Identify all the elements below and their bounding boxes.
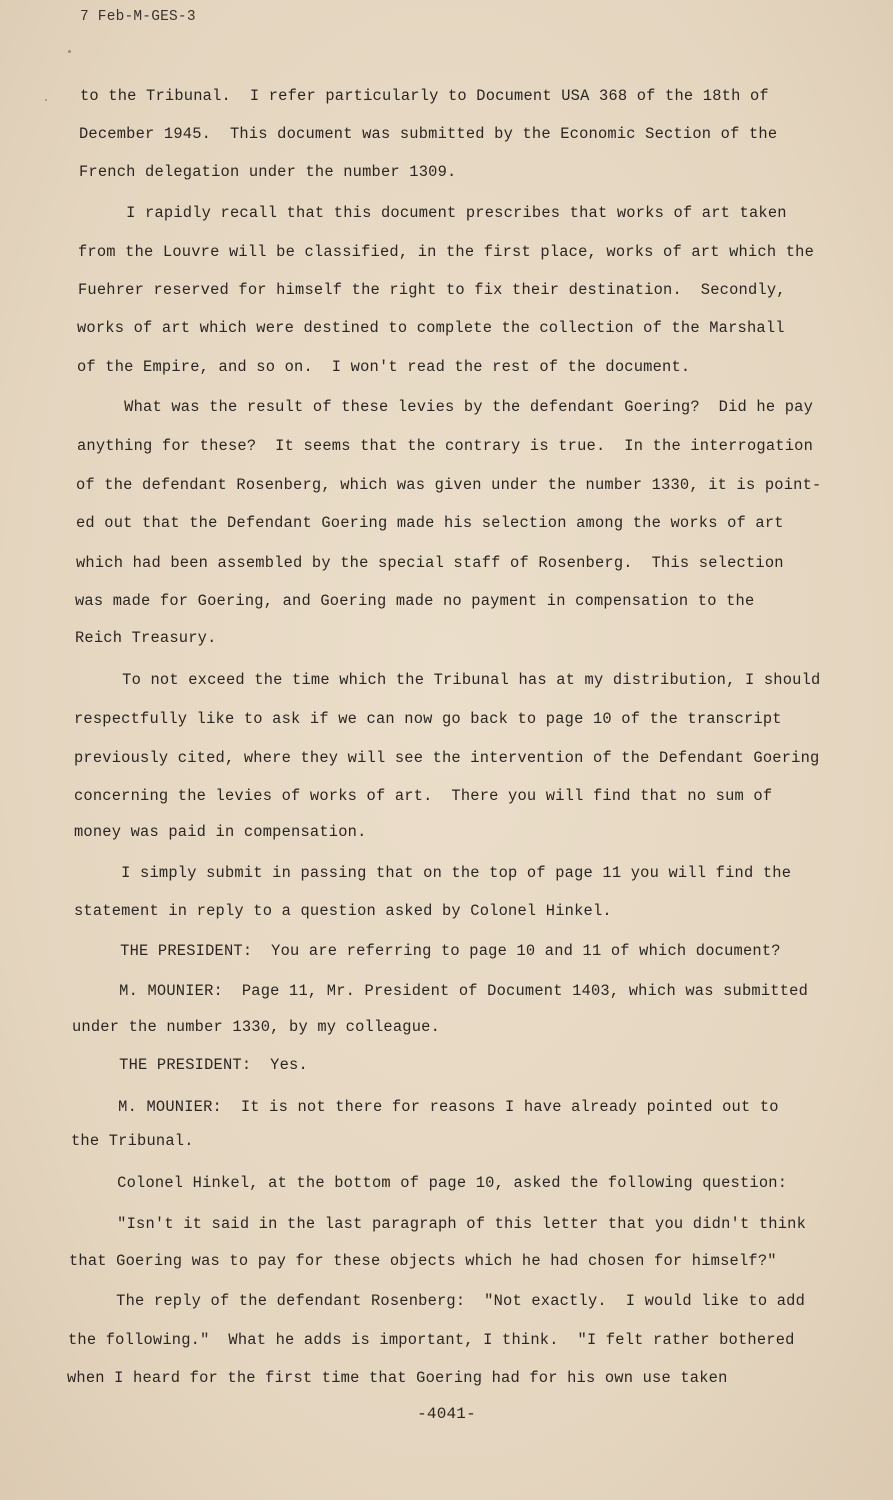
text-line: from the Louvre will be classified, in the first place, works of art which the bbox=[78, 243, 814, 261]
text-line: What was the result of these levies by the defendant Goering? Did he pay bbox=[77, 398, 813, 416]
text-line: that Goering was to pay for these objects which he had chosen for himself?" bbox=[69, 1252, 777, 1270]
text-line: concerning the levies of works of art. There you will find that no sum of bbox=[74, 787, 773, 805]
text-line: Colonel Hinkel, at the bottom of page 10, asked the following question: bbox=[70, 1174, 788, 1192]
text-line: works of art which were destined to complete the collection of the Marshall bbox=[77, 319, 785, 337]
text-line: of the defendant Rosenberg, which was given under the number 1330, it is point- bbox=[76, 476, 822, 494]
text-line: "Isn't it said in the last paragraph of this letter that you didn't think bbox=[70, 1215, 806, 1233]
text-line: M. MOUNIER: It is not there for reasons I have already pointed out to bbox=[71, 1098, 779, 1116]
text-line: which had been assembled by the special staff of Rosenberg. This selection bbox=[76, 554, 784, 572]
text-line: THE PRESIDENT: Yes. bbox=[72, 1056, 308, 1074]
text-line: THE PRESIDENT: You are referring to page 10 and 11 of which document? bbox=[73, 942, 781, 960]
text-line: Fuehrer reserved for himself the right to fix their destination. Secondly, bbox=[78, 281, 786, 299]
text-line: To not exceed the time which the Tribunal has at my distribution, I should bbox=[75, 671, 821, 689]
text-line: when I heard for the first time that Goering had for his own use taken bbox=[67, 1369, 728, 1387]
text-line: statement in reply to a question asked by Colonel Hinkel. bbox=[74, 902, 612, 920]
paper-speck bbox=[45, 99, 47, 101]
text-line: of the Empire, and so on. I won't read the rest of the document. bbox=[77, 358, 691, 376]
text-line: the following." What he adds is important, I think. "I felt rather bothered bbox=[68, 1331, 795, 1349]
page-header: 7 Feb-M-GES-3 bbox=[80, 9, 196, 25]
text-line: the Tribunal. bbox=[71, 1132, 194, 1150]
text-line: respectfully like to ask if we can now go back to page 10 of the transcript bbox=[74, 710, 782, 728]
text-line: Reich Treasury. bbox=[75, 629, 217, 647]
page-number: -4041- bbox=[417, 1405, 476, 1423]
text-line: December 1945. This document was submitted by the Economic Section of the bbox=[79, 125, 778, 143]
text-line: M. MOUNIER: Page 11, Mr. President of Document 1403, which was submitted bbox=[72, 982, 808, 1000]
paper-speck bbox=[68, 50, 71, 53]
text-line: I simply submit in passing that on the top of page 11 you will find the bbox=[74, 864, 792, 882]
text-line: anything for these? It seems that the contrary is true. In the interrogation bbox=[77, 437, 813, 455]
text-line: I rapidly recall that this document prescribes that works of art taken bbox=[79, 204, 787, 222]
text-line: was made for Goering, and Goering made no payment in compensation to the bbox=[75, 592, 755, 610]
text-line: French delegation under the number 1309. bbox=[79, 163, 457, 181]
text-line: The reply of the defendant Rosenberg: "Not exactly. I would like to add bbox=[69, 1292, 805, 1310]
text-line: under the number 1330, by my colleague. bbox=[72, 1018, 440, 1036]
text-line: to the Tribunal. I refer particularly to Document USA 368 of the 18th of bbox=[80, 87, 769, 105]
text-line: ed out that the Defendant Goering made his selection among the works of art bbox=[76, 514, 784, 532]
text-line: previously cited, where they will see the intervention of the Defendant Goering bbox=[74, 749, 820, 767]
text-line: money was paid in compensation. bbox=[74, 823, 367, 841]
